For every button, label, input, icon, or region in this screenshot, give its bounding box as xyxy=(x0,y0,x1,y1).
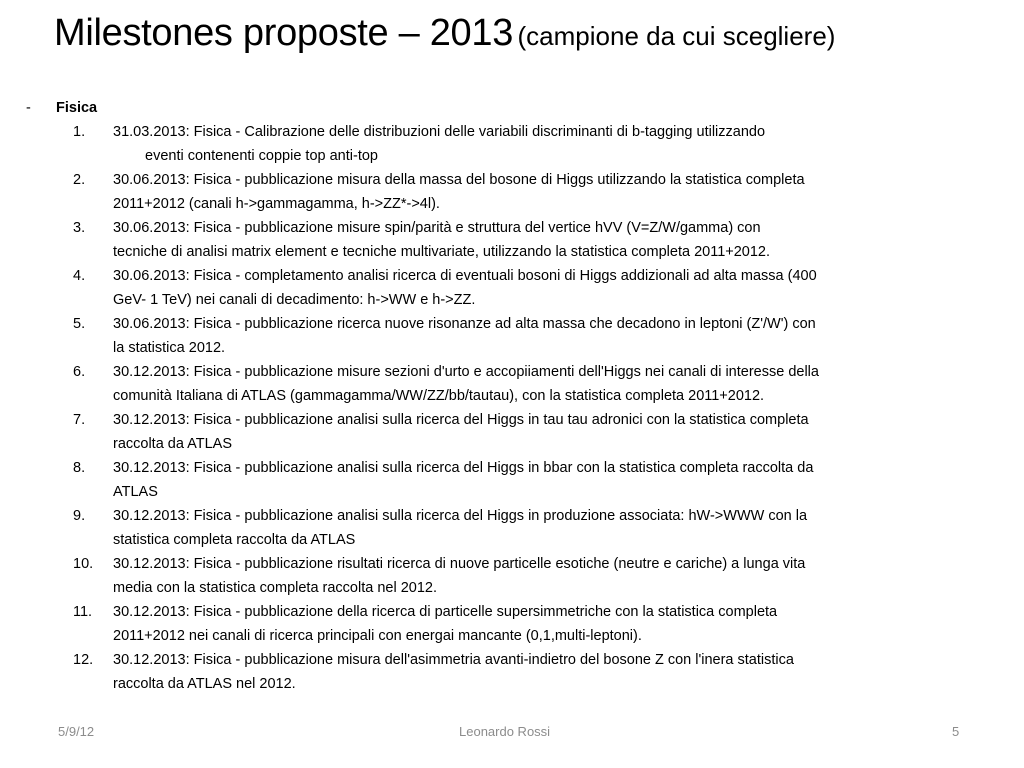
milestone-line: 30.12.2013: Fisica - pubblicazione della ricerca di particelle supersimmetriche con la statistica completa xyxy=(113,604,778,620)
milestone-number-label: 1. xyxy=(73,124,86,140)
milestone-item xyxy=(26,504,1006,552)
milestone-line: 30.06.2013: Fisica - completamento analisi ricerca di eventuali bosoni di Higgs addizionali ad alta massa (400 xyxy=(113,268,817,284)
milestone-text xyxy=(86,312,1006,360)
milestone-number xyxy=(26,456,86,480)
milestone-item xyxy=(26,600,1006,648)
slide-title xyxy=(54,12,1014,55)
milestone-number-label: 12. xyxy=(73,652,94,668)
milestone-text xyxy=(86,600,1006,648)
milestone-number-label: 2. xyxy=(73,172,86,188)
milestone-line-continued: statistica completa raccolta da ATLAS xyxy=(113,532,356,548)
milestone-line-continued: GeV- 1 TeV) nei canali di decadimento: h->WW e h->ZZ. xyxy=(113,292,476,308)
milestone-line-continued: tecniche di analisi matrix element e tecniche multivariate, utilizzando la statistica completa 2011+2012. xyxy=(113,244,771,260)
milestone-line: 30.06.2013: Fisica - pubblicazione misura della massa del bosone di Higgs utilizzando la statistica completa xyxy=(113,172,805,188)
milestone-number-label: 6. xyxy=(73,364,86,380)
milestone-number xyxy=(26,168,86,192)
milestone-number xyxy=(26,552,94,576)
milestone-number xyxy=(26,312,86,336)
milestone-line: 30.06.2013: Fisica - pubblicazione misure spin/parità e struttura del vertice hVV (V=Z/W/gamma) con xyxy=(113,220,761,236)
milestone-item xyxy=(26,264,1006,312)
milestone-item xyxy=(26,552,1006,600)
milestone-line: 30.12.2013: Fisica - pubblicazione risultati ricerca di nuove particelle esotiche (neutre e cariche) a lunga vita xyxy=(113,556,806,572)
milestone-number-label: 9. xyxy=(73,508,86,524)
title-subtitle: (campione da cui scegliere) xyxy=(517,21,836,51)
milestone-line: 30.12.2013: Fisica - pubblicazione misure sezioni d'urto e accopiiamenti dell'Higgs nei canali di interesse della xyxy=(113,364,819,380)
milestone-line-continued: 2011+2012 (canali h->gammagamma, h->ZZ*->4l). xyxy=(113,196,440,212)
milestone-text xyxy=(86,552,1006,600)
milestone-text xyxy=(86,456,1006,504)
footer-page-number: 5 xyxy=(952,724,960,739)
milestone-line-continued: comunità Italiana di ATLAS (gammagamma/WW/ZZ/bb/tautau), con la statistica completa 2011+2012. xyxy=(113,388,765,404)
milestone-line: 30.12.2013: Fisica - pubblicazione analisi sulla ricerca del Higgs in tau tau adronici con la statistica completa xyxy=(113,412,809,428)
milestone-item xyxy=(26,408,1006,456)
title-main: Milestones proposte – 2013 xyxy=(54,12,514,54)
milestone-number-label: 3. xyxy=(73,220,86,236)
milestone-number-label: 11. xyxy=(73,604,93,620)
milestone-number xyxy=(26,120,86,144)
footer-author: Leonardo Rossi xyxy=(459,724,551,739)
milestone-item xyxy=(26,216,1006,264)
milestone-text xyxy=(86,360,1006,408)
milestone-line: 30.06.2013: Fisica - pubblicazione ricerca nuove risonanze ad alta massa che decadono in leptoni (Z'/W') con xyxy=(113,316,816,332)
milestone-item xyxy=(26,360,1006,408)
slide-content xyxy=(26,96,1006,696)
section-heading xyxy=(26,96,1006,120)
milestone-line-continued: raccolta da ATLAS xyxy=(113,436,233,452)
section-bullet: - xyxy=(26,100,31,116)
milestone-number xyxy=(26,360,86,384)
milestone-number-label: 10. xyxy=(73,556,94,572)
milestone-text xyxy=(86,504,1006,552)
milestone-line-continued: 2011+2012 nei canali di ricerca principali con energai mancante (0,1,multi-leptoni). xyxy=(113,628,642,644)
milestone-item xyxy=(26,648,1006,696)
milestone-item xyxy=(26,120,1006,168)
milestone-line-continued: raccolta da ATLAS nel 2012. xyxy=(113,676,296,692)
milestone-number xyxy=(26,600,93,624)
milestone-line: 30.12.2013: Fisica - pubblicazione analisi sulla ricerca del Higgs in produzione associata: hW->WWW con la xyxy=(113,508,808,524)
milestone-line-continued: ATLAS xyxy=(113,484,158,500)
milestone-number xyxy=(26,264,86,288)
milestone-text xyxy=(86,216,1006,264)
milestone-number xyxy=(26,648,94,672)
milestone-number xyxy=(26,408,86,432)
milestone-number-label: 7. xyxy=(73,412,86,428)
milestone-text xyxy=(86,120,1006,168)
milestone-item xyxy=(26,168,1006,216)
milestone-item xyxy=(26,312,1006,360)
milestone-item xyxy=(26,456,1006,504)
milestone-text xyxy=(86,648,1006,696)
milestone-line: 30.12.2013: Fisica - pubblicazione analisi sulla ricerca del Higgs in bbar con la statistica completa raccolta da xyxy=(113,460,814,476)
milestone-text xyxy=(86,264,1006,312)
milestone-line-continued: eventi contenenti coppie top anti-top xyxy=(145,148,378,164)
milestone-line: 30.12.2013: Fisica - pubblicazione misura dell'asimmetria avanti-indietro del bosone Z con l'inera statistica xyxy=(113,652,794,668)
milestone-list xyxy=(26,120,1006,696)
section-label: Fisica xyxy=(56,100,98,116)
milestone-number xyxy=(26,504,86,528)
milestone-line-continued: la statistica 2012. xyxy=(113,340,226,356)
milestone-text xyxy=(86,168,1006,216)
milestone-number-label: 5. xyxy=(73,316,86,332)
milestone-line: 31.03.2013: Fisica - Calibrazione delle distribuzioni delle variabili discriminanti di b-tagging utilizzando xyxy=(113,124,766,140)
milestone-number-label: 8. xyxy=(73,460,86,476)
milestone-number-label: 4. xyxy=(73,268,86,284)
milestone-number xyxy=(26,216,86,240)
footer-date: 5/9/12 xyxy=(58,724,95,739)
milestone-text xyxy=(86,408,1006,456)
milestone-line-continued: media con la statistica completa raccolta nel 2012. xyxy=(113,580,438,596)
